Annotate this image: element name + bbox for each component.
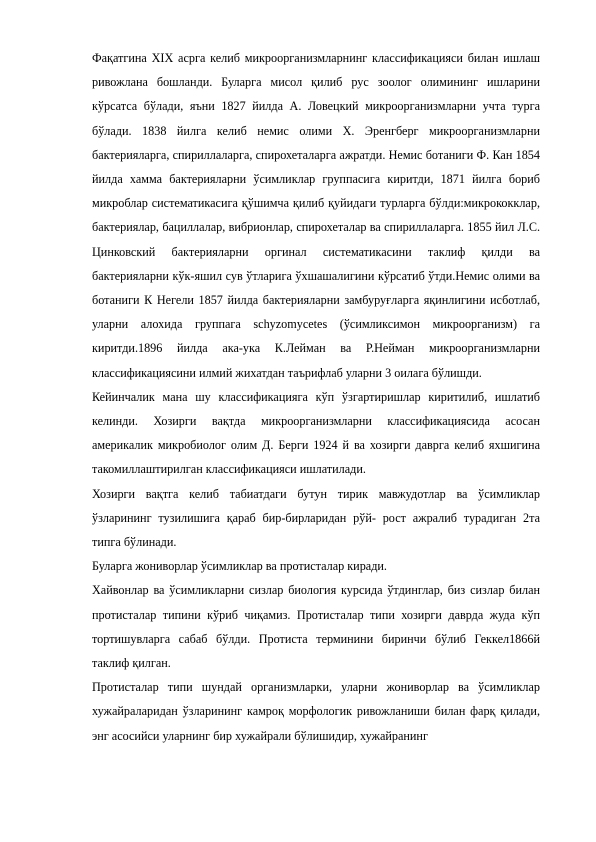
paragraph-history: Фақатгина XIX асрга келиб микроорганизмларнинг классификацияси билан ишлаш ривожлана бошланди. Буларга мисол қилиб рус зоолог олимининг ишларини кўрсатса бўлади, яъни 1827 йилда А. Ловецкий микроорганизмларни учта турга бўлади. 1838 йилга келиб немис олими Х. Эренгберг микроорганизмларни бактерияларга, спириллаларга, спирохеталарга ажратди. Немис ботаниги Ф. Кан 1854 йилда хамма бактерияларни ўсимликлар группасига киритди, 1871 йилга бориб микроблар систематикасига қўшимча қилиб қуйидаги турларга бўлди:микрококклар, бактериялар, бациллалар, вибрионлар, спирохеталар ва спириллаларга. 1855 йил Л.С. Цинковский бактерияларни оргинал систематикасини таклиф қилди ва бактерияларни кўк-яшил сув ўтларига ўхшашалигини кўрсатиб ўтди.Немис олими ва ботаниги К Негели 1857 йилда бактерияларни замбуруғларга яқинлигини исботлаб, уларни алохида группага schyzomycetes (ўсимликсимон микроорганизм) га киритди.1896 йилда ака-ука К.Лейман ва Р.Нейман микроорганизмларни классификациясини илмий жихатдан таърифлаб уларни 3 оилага бўлишди. [92, 51, 540, 380]
paragraph-groups: Буларга жониворлар ўсимликлар ва протисталар киради. [92, 559, 387, 574]
paragraph-protist-definition: Протисталар типи шундай организмларки, уларни жониворлар ва ўсимликлар хужайраларидан ўзларининг камроқ морфологик ривожланиши билан фарқ қилади, энг асосийси уларнинг бир хужайрали бўлишидир, хужайранинг [92, 680, 540, 743]
document-page [92, 46, 540, 748]
paragraph-two-types: Хозирги вақтга келиб табиатдаги бутун тирик мавжудотлар ва ўсимликлар ўзларининг тузилишига қараб бир-бирларидан рўй- рост ажралиб турадиган 2та типга бўлинади. [92, 486, 540, 550]
paragraph-protists: Хайвонлар ва ўсимликларни сизлар биология курсида ўтдинглар, биз сизлар билан протисталар типини кўриб чиқамиз. Протисталар типи хозирги даврда жуда кўп тортишувларга сабаб бўлди. Протиста терминини биринчи бўлиб Геккел1866й таклиф қилган. [92, 583, 540, 671]
paragraph-bergey: Кейинчалик мана шу классификацияга кўп ўзгартиришлар киритилиб, ишлатиб келинди. Хозирги вақтда микроорганизмларни классификациясида асосан америкалик микробиолог олим Д. Берги 1924 й ва хозирги даврга келиб яхшигина такомиллаштирилган классификацияси ишлатилади. [92, 389, 540, 477]
